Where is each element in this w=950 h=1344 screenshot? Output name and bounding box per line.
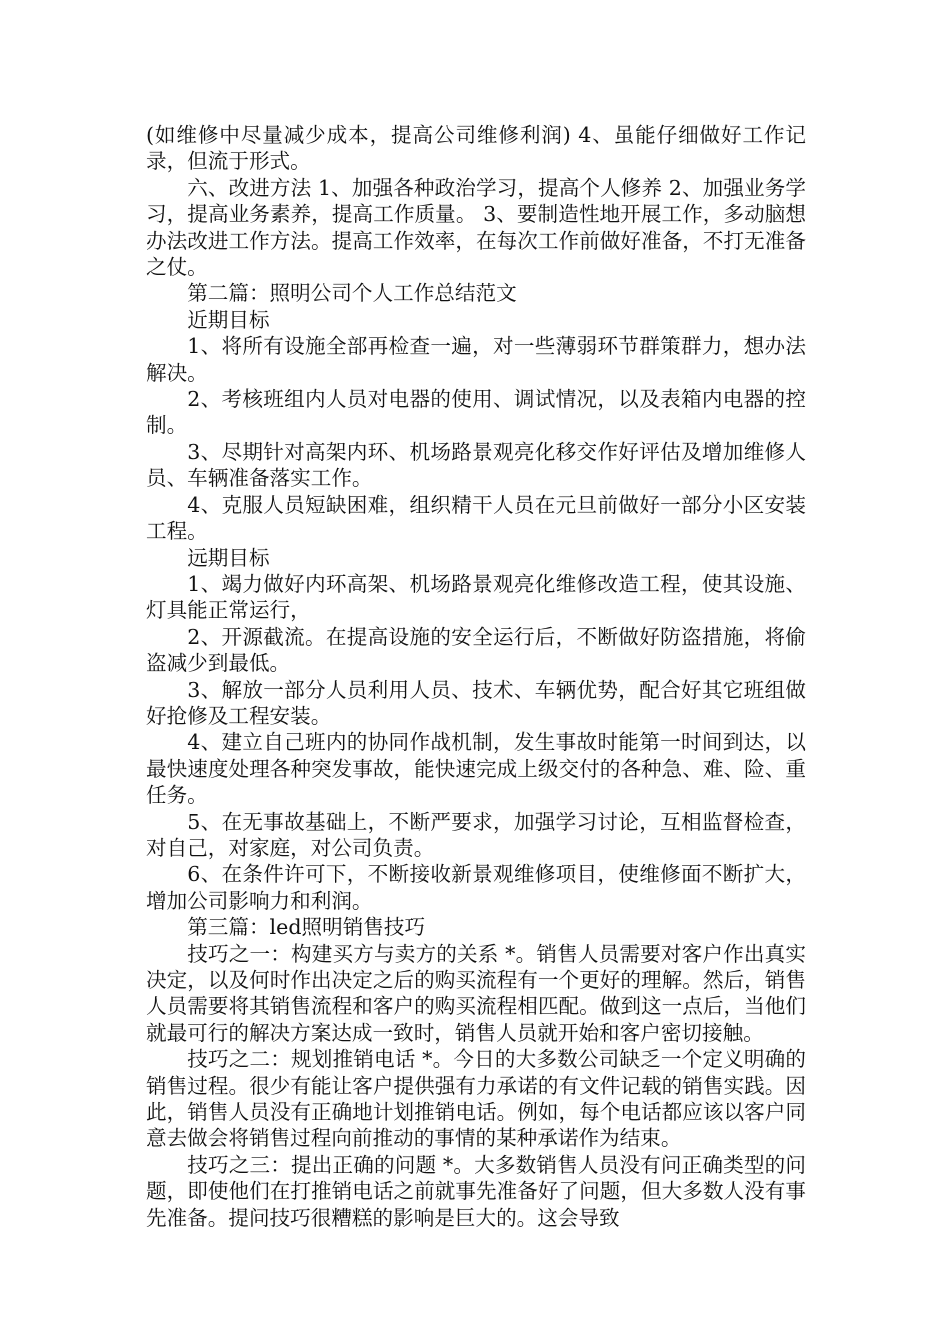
- subheading-long-term-goals: 远期目标: [187, 545, 270, 570]
- paragraph-improvement-methods: 六、改进方法 1、加强各种政治学习，提高个人修养 2、加强业务学习，提高业务素养，提高工作质量。 3、要制造性地开展工作，多动脑想办法改进工作方法。提高工作效率，在每次工作前做好准备，不打无准备之仗。: [146, 175, 806, 280]
- long-term-goal-item: 1、竭力做好内环高架、机场路景观亮化维修改造工程，使其设施、灯具能正常运行，: [146, 571, 806, 623]
- short-term-goal-item: 4、克服人员短缺困难，组织精干人员在元旦前做好一部分小区安装工程。: [146, 492, 806, 544]
- long-term-goal-item: 3、解放一部分人员利用人员、技术、车辆优势，配合好其它班组做好抢修及工程安装。: [146, 677, 806, 728]
- short-term-goal-item: 3、尽期针对高架内环、机场路景观亮化移交作好评估及增加维修人员、车辆准备落实工作。: [146, 439, 806, 491]
- sales-tip-paragraph: 技巧之二：规划推销电话 *。今日的大多数公司缺乏一个定义明确的销售过程。很少有能让客户提供强有力承诺的有文件记载的销售实践。因此，销售人员没有正确地计划推销电话。例如，每个电话都应该以客户同意去做会将销售过程向前推动的事情的某种承诺作为结束。: [146, 1047, 806, 1151]
- paragraph-continuation: (如维修中尽量减少成本，提高公司维修利润) 4、虽能仔细做好工作记录，但流于形式。: [146, 123, 806, 174]
- section-heading-part-two: 第二篇：照明公司个人工作总结范文: [187, 281, 517, 306]
- subheading-short-term-goals: 近期目标: [187, 307, 270, 332]
- sales-tip-paragraph: 技巧之三：提出正确的问题 *。大多数销售人员没有问正确类型的问题，即使他们在打推销电话之前就事先准备好了问题，但大多数人没有事先准备。提问技巧很糟糕的影响是巨大的。这会导致: [146, 1152, 806, 1230]
- long-term-goal-item: 6、在条件许可下，不断接收新景观维修项目，使维修面不断扩大，增加公司影响力和利润。: [146, 862, 806, 913]
- short-term-goal-item: 2、考核班组内人员对电器的使用、调试情况，以及表箱内电器的控制。: [146, 387, 806, 438]
- long-term-goal-item: 4、建立自己班内的协同作战机制，发生事故时能第一时间到达，以最快速度处理各种突发事故，能快速完成上级交付的各种急、难、险、重任务。: [146, 730, 806, 808]
- short-term-goal-item: 1、将所有设施全部再检查一遍，对一些薄弱环节群策群力，想办法解决。: [146, 334, 806, 385]
- long-term-goal-item: 2、开源截流。在提高设施的安全运行后，不断做好防盗措施，将偷盗减少到最低。: [146, 624, 806, 676]
- sales-tip-paragraph: 技巧之一：构建买方与卖方的关系 *。销售人员需要对客户作出真实决定，以及何时作出决定之后的购买流程有一个更好的理解。然后，销售人员需要将其销售流程和客户的购买流程相匹配。做到这一点后，当他们就最可行的解决方案达成一致时，销售人员就开始和客户密切接触。: [146, 941, 806, 1045]
- section-heading-part-three: 第三篇：led照明销售技巧: [187, 915, 426, 940]
- document-page: [146, 122, 806, 1231]
- long-term-goal-item: 5、在无事故基础上，不断严要求，加强学习讨论，互相监督检查，对自己，对家庭，对公司负责。: [146, 809, 806, 860]
